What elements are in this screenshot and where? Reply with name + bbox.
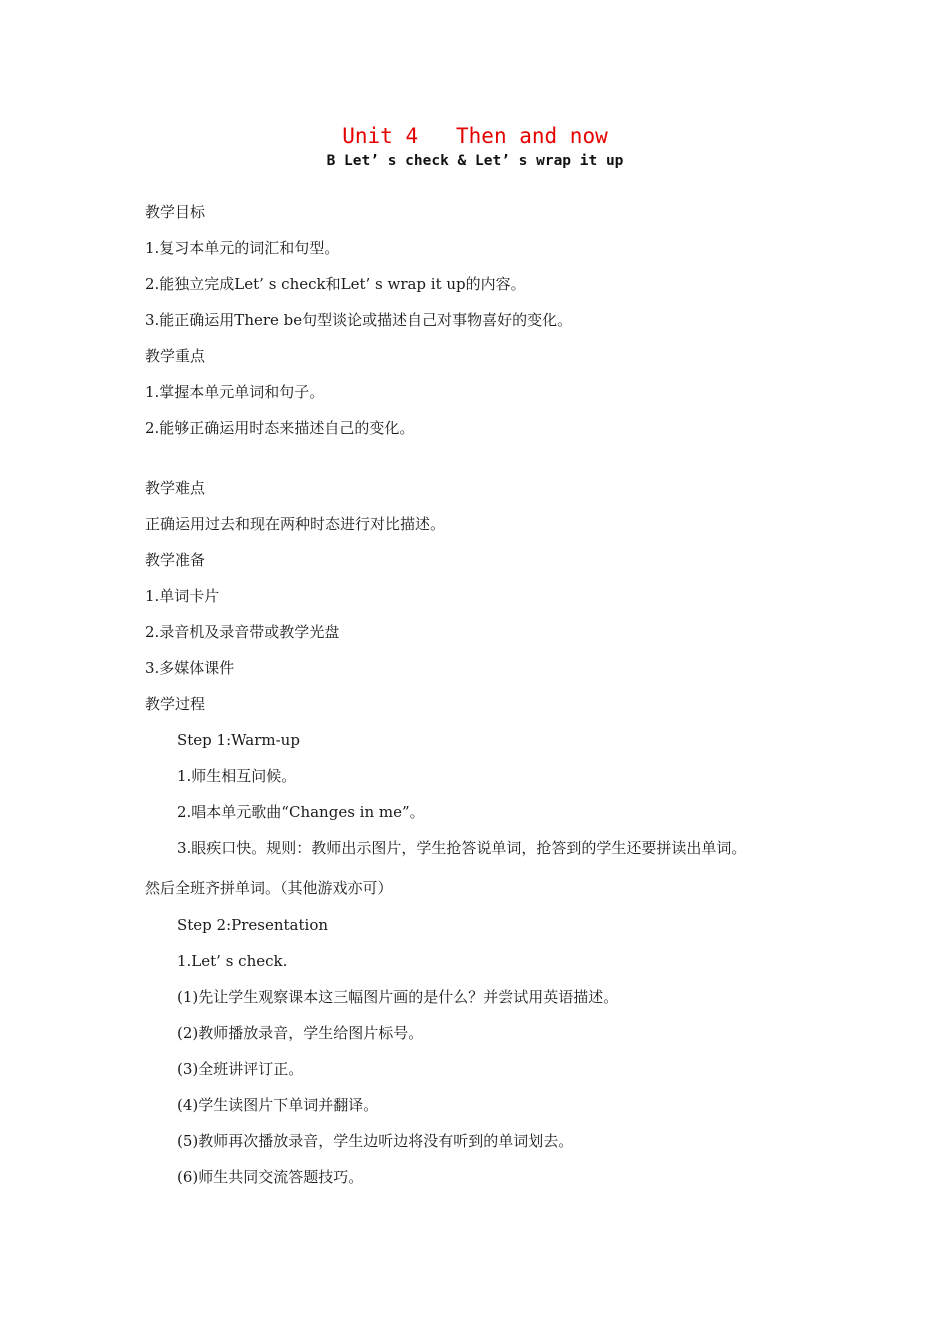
process-item: 2.唱本单元歌曲“Changes in me”。 (177, 803, 425, 821)
section-heading-preparation: 教学准备 (145, 551, 206, 569)
objective-item: 3.能正确运用There be句型谈论或描述自己对事物喜好的变化。 (145, 311, 573, 329)
preparation-item: 3.多媒体课件 (145, 659, 235, 677)
step-heading: Step 1:Warm-up (177, 731, 300, 749)
process-item: (4)学生读图片下单词并翻译。 (177, 1096, 379, 1114)
objective-item: 1.复习本单元的词汇和句型。 (145, 239, 340, 257)
process-item: 3.眼疾口快。规则：教师出示图片，学生抢答说单词，抢答到的学生还要拼读出单词。 (177, 839, 747, 857)
document-title: Unit 4 Then and now (342, 124, 608, 148)
section-heading-objectives: 教学目标 (145, 203, 206, 221)
process-item: (6)师生共同交流答题技巧。 (177, 1168, 364, 1186)
process-item: (1)先让学生观察课本这三幅图片画的是什么？并尝试用英语描述。 (177, 988, 619, 1006)
preparation-item: 2.录音机及录音带或教学光盘 (145, 623, 340, 641)
process-item: 1.Let’ s check. (177, 952, 288, 970)
process-item: 1.师生相互问候。 (177, 767, 297, 785)
section-heading-difficulties: 教学难点 (145, 479, 206, 497)
process-item: (2)教师播放录音，学生给图片标号。 (177, 1024, 424, 1042)
process-item: (5)教师再次播放录音，学生边听边将没有听到的单词划去。 (177, 1132, 574, 1150)
section-heading-key-points: 教学重点 (145, 347, 206, 365)
process-item-continuation: 然后全班齐拼单词。（其他游戏亦可） (145, 879, 393, 897)
step-heading: Step 2:Presentation (177, 916, 329, 934)
process-item: (3)全班讲评订正。 (177, 1060, 304, 1078)
key-point-item: 2.能够正确运用时态来描述自己的变化。 (145, 419, 415, 437)
difficulty-item: 正确运用过去和现在两种时态进行对比描述。 (145, 515, 446, 533)
section-heading-process: 教学过程 (145, 695, 206, 713)
document-subtitle: B Let’ s check & Let’ s wrap it up (326, 153, 624, 169)
key-point-item: 1.掌握本单元单词和句子。 (145, 383, 325, 401)
objective-item: 2.能独立完成Let’ s check和Let’ s wrap it up的内容。 (145, 275, 526, 293)
preparation-item: 1.单词卡片 (145, 587, 220, 605)
